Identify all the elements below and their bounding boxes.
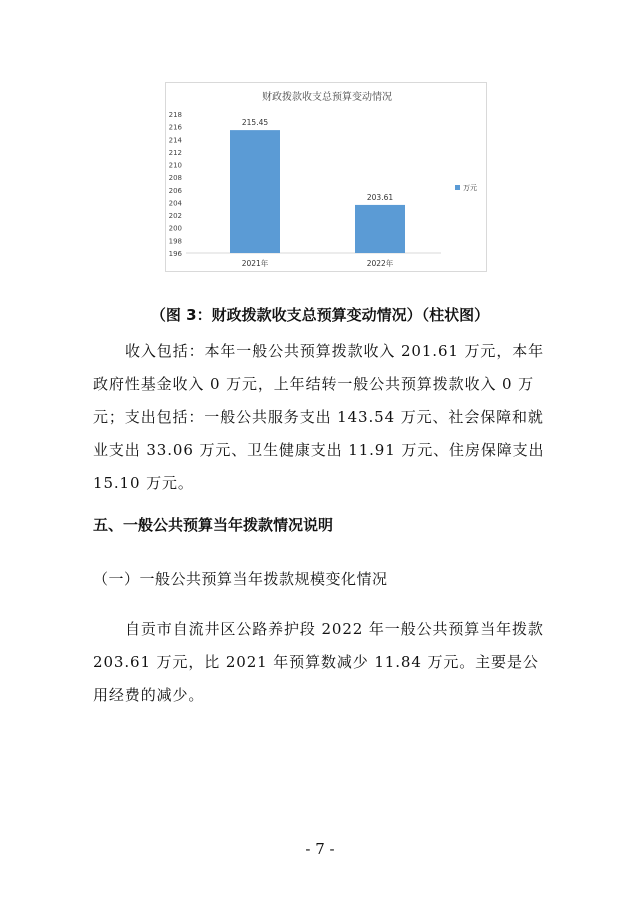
x-category-label: 2022年	[366, 259, 394, 268]
y-tick-label: 204	[168, 199, 182, 208]
legend-swatch	[455, 185, 460, 190]
sub-section-heading: （一）一般公共预算当年拨款规模变化情况	[93, 570, 388, 588]
figure-caption: （图 3：财政拨款收支总预算变动情况）（柱状图）	[150, 306, 490, 324]
bar	[355, 205, 405, 253]
bar	[230, 130, 280, 253]
page-number: - 7 -	[305, 840, 335, 858]
x-category-label: 2021年	[241, 259, 269, 268]
y-tick-label: 212	[168, 148, 182, 157]
budget-change-chart	[165, 82, 487, 272]
chart-title: 财政拨款收支总预算变动情况	[262, 92, 392, 103]
bar-data-label: 215.45	[241, 118, 269, 128]
y-tick-label: 216	[168, 123, 182, 132]
y-tick-label: 206	[168, 186, 182, 195]
bar-chart-svg	[166, 83, 488, 273]
y-tick-label: 214	[168, 136, 182, 145]
section-heading: 五、一般公共预算当年拨款情况说明	[93, 516, 334, 534]
y-tick-label: 202	[168, 212, 182, 221]
y-tick-label: 200	[168, 224, 182, 233]
y-tick-label: 196	[168, 250, 182, 258]
income-expense-paragraph: 收入包括：本年一般公共预算拨款收入 201.61 万元，本年政府性基金收入 0 万元，上年结转一般公共预算拨款收入 0 万元；支出包括：一般公共服务支出 143.54 万元、社会保障和就业支出 33.06 万元、卫生健康支出 11.91 万元、住房保障支出 15.10 万元。	[93, 342, 545, 492]
bar-data-label: 203.61	[366, 192, 394, 202]
y-tick-label: 208	[168, 174, 182, 183]
y-tick-label: 210	[168, 161, 182, 170]
y-tick-label: 198	[168, 237, 182, 246]
y-tick-label: 218	[168, 111, 182, 119]
appropriation-paragraph: 自贡市自流井区公路养护段 2022 年一般公共预算当年拨款 203.61 万元，比 2021 年预算数减少 11.84 万元。主要是公用经费的减少。	[93, 620, 544, 704]
legend-label: 万元	[463, 184, 477, 192]
